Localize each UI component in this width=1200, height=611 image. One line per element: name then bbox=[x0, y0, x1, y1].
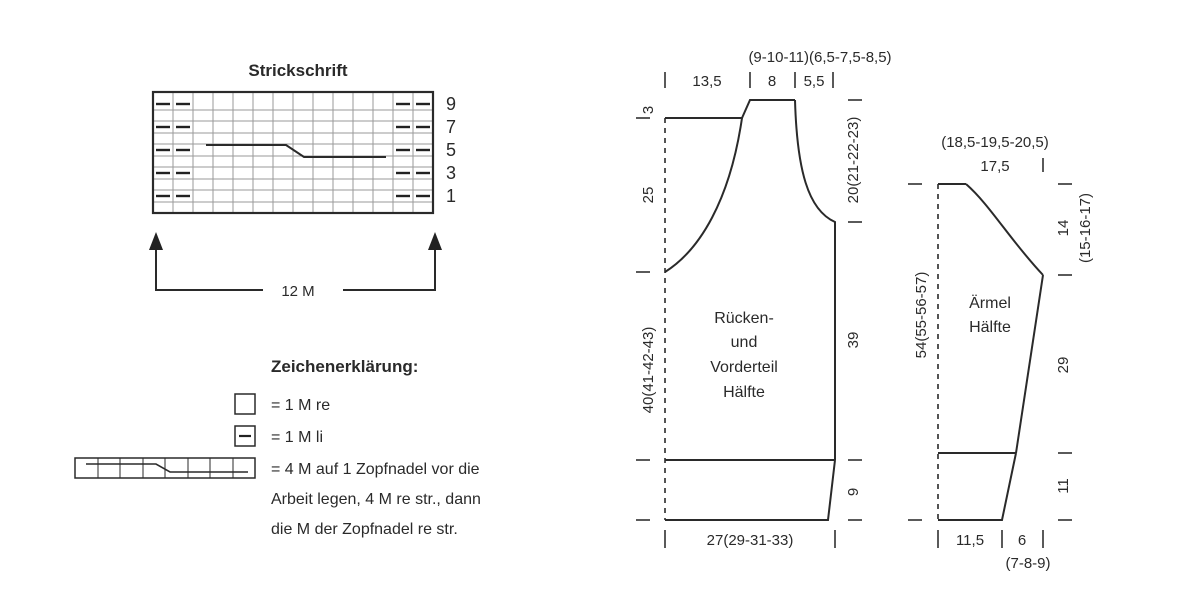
sleeve-dimension-ticks bbox=[908, 158, 1072, 548]
sleeve-right-29: 29 bbox=[1055, 356, 1072, 374]
sleeve-right-14: 14 bbox=[1055, 219, 1072, 237]
sleeve-label-line2: Hälfte bbox=[969, 319, 1011, 336]
stitch-count-label: 12 M bbox=[281, 283, 315, 300]
body-right-20: 20(21-22-23) bbox=[845, 116, 862, 204]
body-left-3: 3 bbox=[640, 105, 657, 115]
row-number-9: 9 bbox=[446, 94, 457, 114]
row-number-1: 1 bbox=[446, 186, 457, 206]
row-number-3: 3 bbox=[446, 163, 457, 183]
body-top-right: 5,5 bbox=[803, 73, 825, 90]
body-top-sizes: (9-10-11)(6,5-7,5-8,5) bbox=[748, 49, 892, 66]
knit-stitch-symbol bbox=[235, 394, 255, 414]
body-label-line3: Vorderteil bbox=[710, 359, 778, 376]
sleeve-left-54: 54(55-56-57) bbox=[913, 271, 930, 359]
cable-stitch-symbol bbox=[75, 458, 255, 478]
legend-cable-line1: = 4 M auf 1 Zopfnadel vor die bbox=[271, 461, 480, 478]
legend-knit: = 1 M re bbox=[271, 397, 331, 414]
legend-cable-line2: Arbeit legen, 4 M re str., dann bbox=[271, 491, 481, 508]
legend-title: Zeichenerklärung: bbox=[271, 357, 419, 376]
body-label-line4: Hälfte bbox=[723, 384, 765, 401]
repeat-bracket bbox=[149, 232, 442, 290]
legend-purl: = 1 M li bbox=[271, 429, 324, 446]
row-number-5: 5 bbox=[446, 140, 457, 160]
sleeve-pattern-shape bbox=[938, 184, 1043, 520]
body-label-line1: Rücken- bbox=[714, 310, 774, 327]
sleeve-right-11: 11 bbox=[1055, 478, 1072, 494]
body-bottom-width: 27(29-31-33) bbox=[706, 532, 794, 549]
sleeve-bottom-sizes: (7-8-9) bbox=[1005, 555, 1051, 572]
sleeve-bottom-left: 11,5 bbox=[955, 532, 985, 549]
body-left-25: 25 bbox=[640, 186, 657, 204]
chart-grid bbox=[153, 92, 433, 213]
sleeve-label-line1: Ärmel bbox=[969, 295, 1011, 312]
body-right-39: 39 bbox=[845, 331, 862, 349]
legend-cable-line3: die M der Zopfnadel re str. bbox=[271, 521, 458, 538]
body-left-40: 40(41-42-43) bbox=[640, 326, 657, 414]
sleeve-top: 17,5 bbox=[980, 158, 1010, 175]
chart-title: Strickschrift bbox=[248, 61, 348, 80]
sleeve-right-15: (15-16-17) bbox=[1077, 192, 1094, 264]
body-top-mid: 8 bbox=[767, 73, 777, 90]
sleeve-bottom-right: 6 bbox=[1017, 532, 1027, 549]
body-top-left: 13,5 bbox=[692, 73, 722, 90]
body-right-9: 9 bbox=[845, 487, 862, 497]
row-number-7: 7 bbox=[446, 117, 457, 137]
body-label-line2: und bbox=[730, 334, 758, 351]
sleeve-top-sizes: (18,5-19,5-20,5) bbox=[941, 134, 1049, 151]
